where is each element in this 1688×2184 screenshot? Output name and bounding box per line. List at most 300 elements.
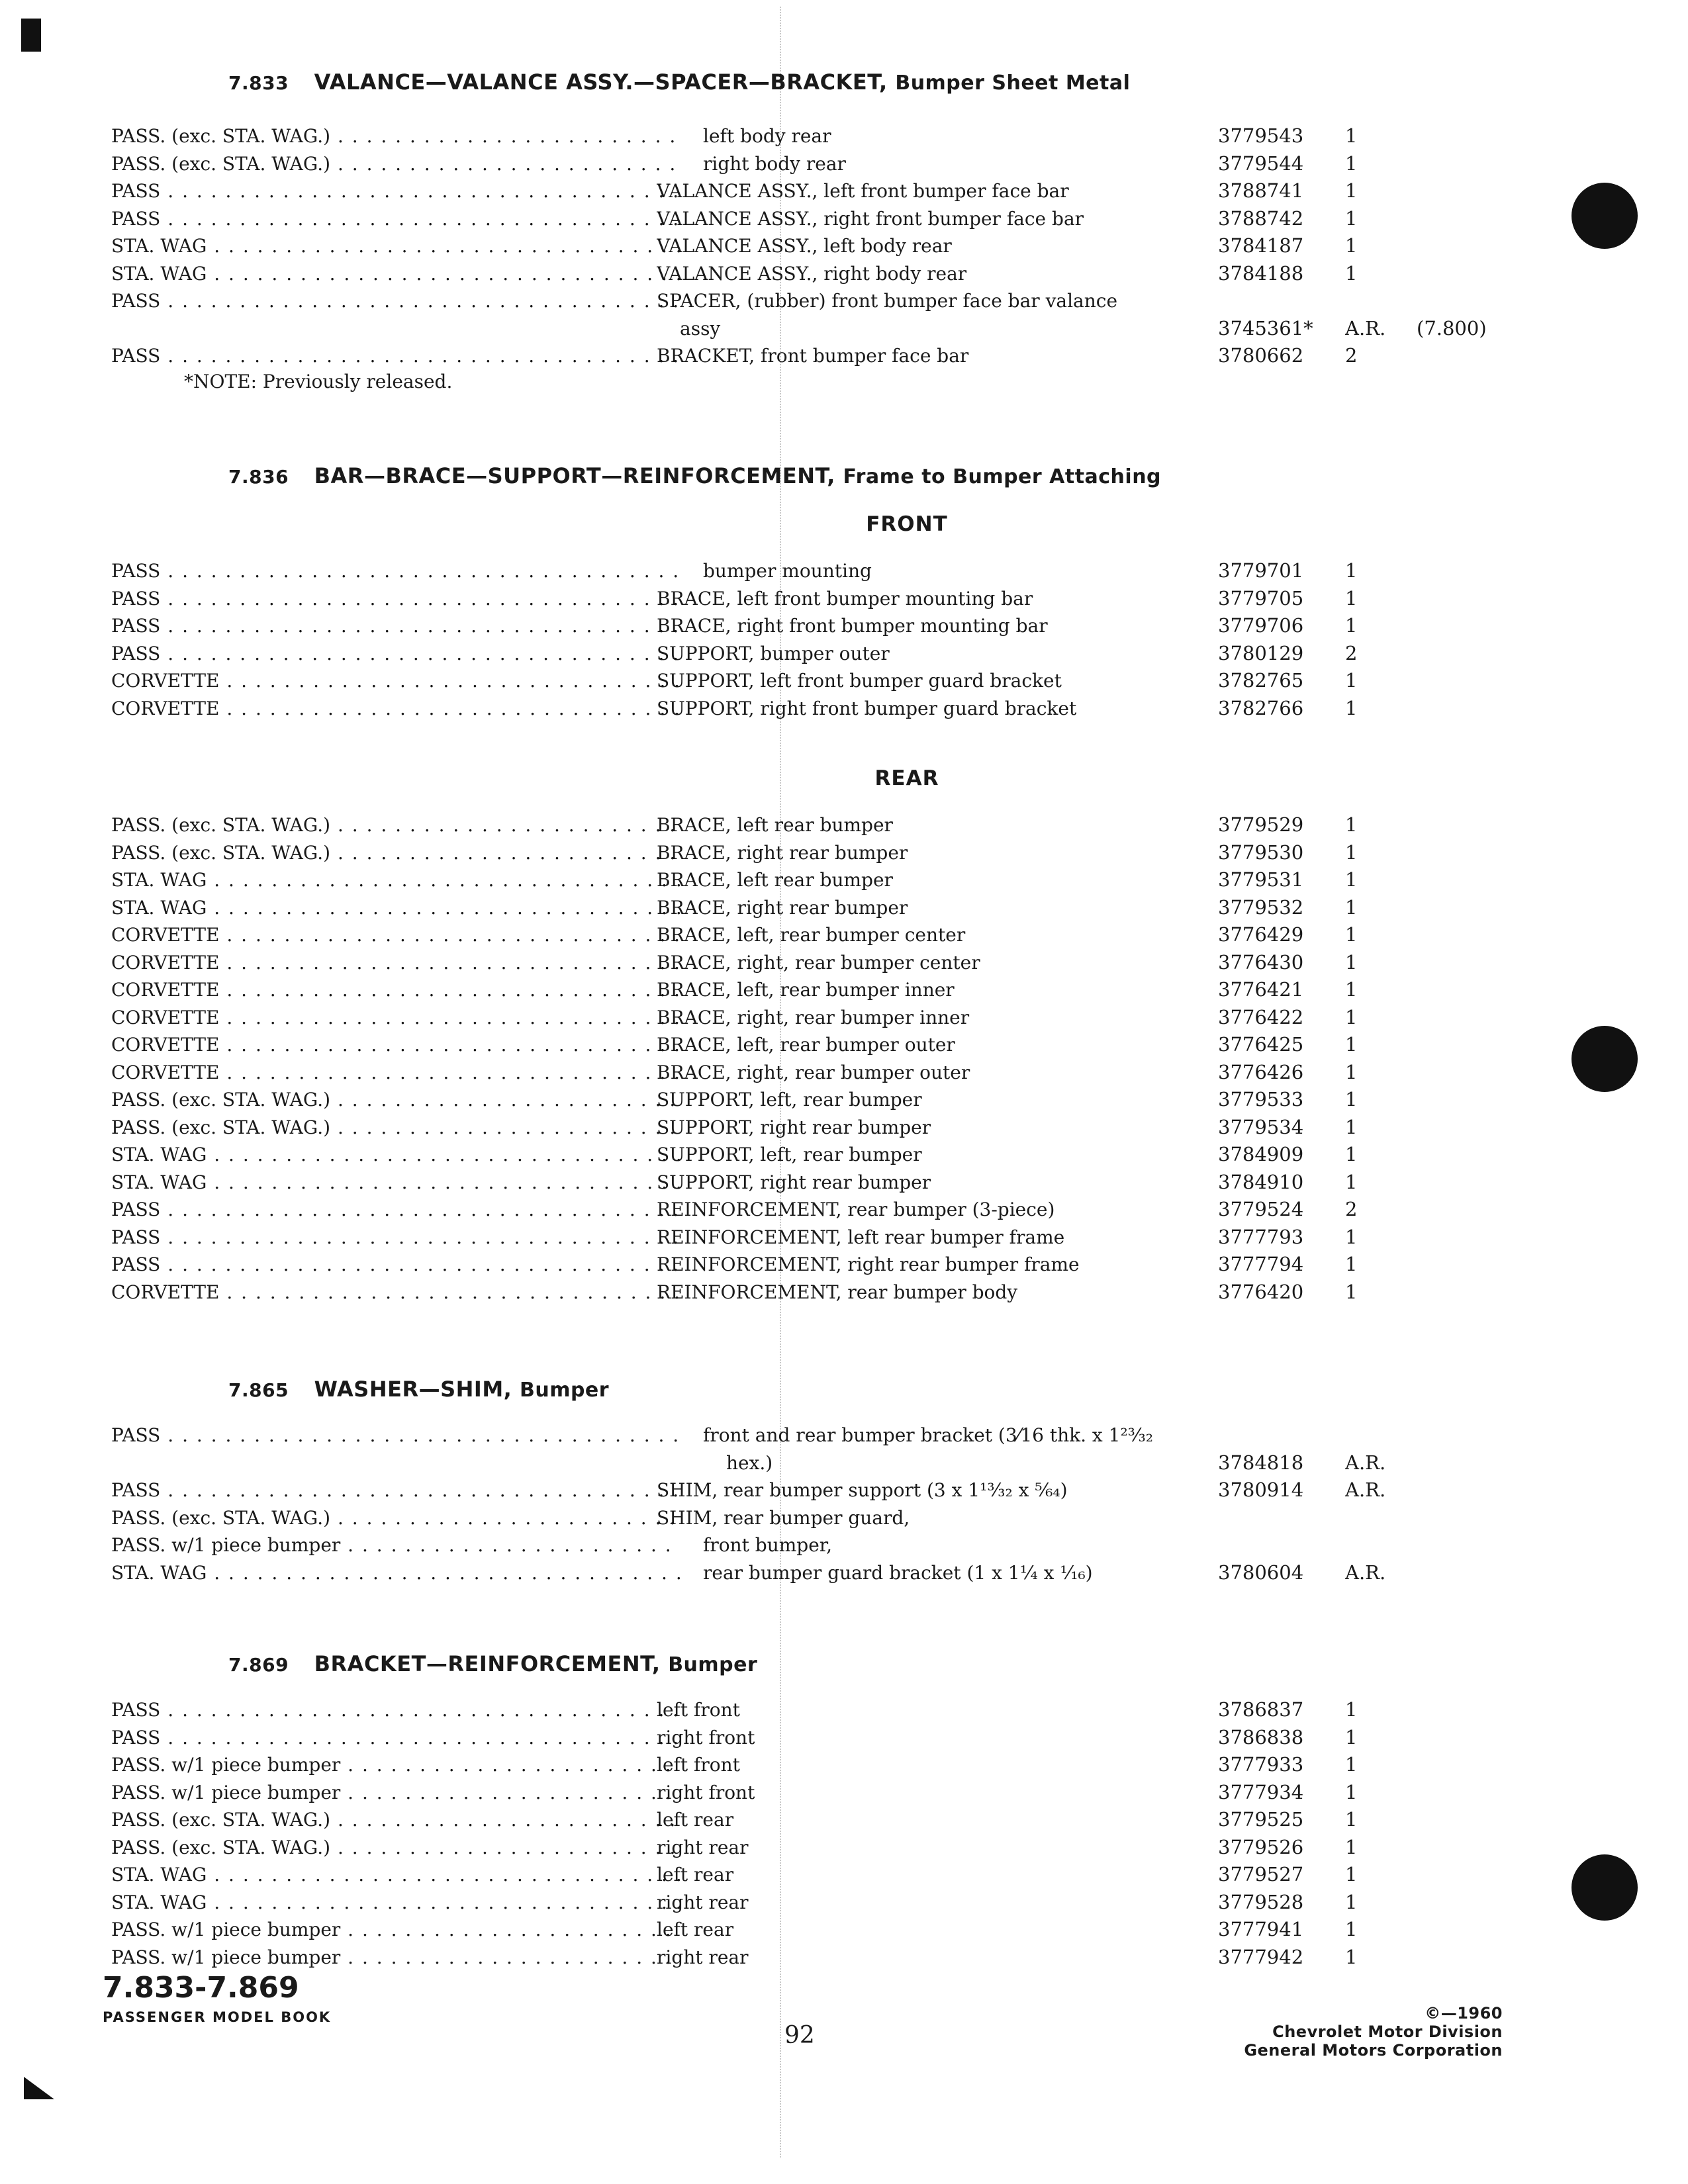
quantity: 1 [1345,1890,1358,1913]
model-text: CORVETTE . . . [111,670,680,692]
part-number: 3776420 [1218,1280,1304,1303]
model-text: PASS . . . [111,1479,680,1501]
binder-hole-top [1571,183,1638,249]
description-text: SUPPORT, left, rear bumper [657,1089,922,1111]
part-description [657,1031,1305,1059]
part-number: 3780914 [1218,1479,1304,1501]
part-description [657,1114,1305,1142]
model-application [111,1477,680,1504]
description-text: right rear [657,1946,749,1968]
part-description [657,260,1305,288]
model-text: CORVETTE . . . [111,1034,680,1056]
part-description [657,1169,1305,1197]
quantity: 2 [1345,641,1358,664]
description-text: BRACE, right rear bumper [657,841,908,864]
part-number: 3780662 [1218,344,1304,367]
description-text: front bumper, [703,1534,833,1556]
description-text: BRACE, left, rear bumper outer [657,1034,955,1056]
model-text: PASS . . . [111,588,680,610]
part-number: 3779526 [1218,1835,1304,1858]
part-number: 3776422 [1218,1005,1304,1028]
part-number: 3779524 [1218,1198,1304,1220]
book-name: PASSENGER MODEL BOOK [103,2009,332,2025]
quantity: 1 [1345,813,1358,836]
part-description [657,667,1305,695]
model-text: PASS . . . [111,1199,680,1220]
description-text: BRACE, left rear bumper [657,869,893,891]
quantity: 1 [1345,1835,1358,1858]
model-text: STA. WAG . . . [111,1171,680,1193]
model-application [111,1696,680,1724]
quantity: 1 [1345,1808,1358,1831]
description-text: left rear [657,1864,734,1886]
model-text: PASS . . . [111,180,680,202]
section-heading [228,1377,609,1402]
model-application [111,811,680,839]
part-description [657,1834,1305,1862]
model-application [111,1004,680,1032]
part-description [657,811,1305,839]
part-number: 3779530 [1218,841,1304,864]
quantity: 1 [1345,1143,1358,1165]
model-text: CORVETTE . . . [111,1281,680,1303]
quantity: 1 [1345,1115,1358,1138]
description-text: BRACKET, front bumper face bar [657,345,969,367]
model-text: PASS. (exc. STA. WAG.) . . . [111,842,680,864]
part-number: 3776429 [1218,923,1304,946]
section-title: BRACKET—REINFORCEMENT, [314,1651,661,1676]
part-number: 3784910 [1218,1170,1304,1193]
part-number: 3780129 [1218,641,1304,664]
part-description [657,1004,1305,1032]
quantity: 1 [1345,1780,1358,1803]
part-description [657,342,1305,370]
quantity: 1 [1345,614,1358,637]
description-text: REINFORCEMENT, rear bumper (3-piece) [657,1199,1055,1220]
quantity: 1 [1345,868,1358,891]
part-number: 3779534 [1218,1115,1304,1138]
quantity: 1 [1345,696,1358,719]
cross-reference: (7.800) [1417,316,1487,340]
part-number: 3779543 [1218,124,1304,147]
part-number: 3776425 [1218,1033,1304,1056]
binder-hole-bottom [1571,1854,1638,1921]
part-number: 3777933 [1218,1753,1304,1776]
part-number: 3782766 [1218,696,1304,719]
description-text: SHIM, rear bumper guard, [657,1506,910,1529]
page-range-label: 7.833-7.869 [103,1971,299,2005]
model-text: STA. WAG . . . [111,1144,680,1165]
model-application [111,839,680,867]
model-application [111,640,680,668]
quantity: 1 [1345,559,1358,582]
model-application [111,260,680,288]
binder-hole-middle [1571,1026,1638,1092]
description-text: VALANCE ASSY., right front bumper face bar [657,207,1084,230]
model-text: PASS . . . [111,643,680,664]
model-text: CORVETTE . . . [111,698,680,719]
model-text: PASS. w/1 piece bumper . . . [111,1754,680,1776]
model-application [111,1031,680,1059]
part-description [657,1141,1305,1169]
part-description [657,1477,1305,1504]
quantity: 1 [1345,895,1358,919]
model-application [111,1944,680,1972]
model-application [111,150,680,178]
part-description [657,1531,1305,1559]
section-qualifier: Bumper Sheet Metal [895,71,1131,95]
part-number: 3784909 [1218,1143,1304,1165]
part-description [657,1916,1305,1944]
part-number: 3777941 [1218,1918,1304,1940]
model-text: CORVETTE . . . [111,979,680,1001]
description-continuation: assy [680,317,721,340]
part-number: 3777793 [1218,1225,1304,1248]
part-number: 3782765 [1218,669,1304,692]
part-number: 3776430 [1218,950,1304,974]
model-application [111,1224,680,1251]
subsection-heading-front: FRONT [866,512,948,536]
quantity: 1 [1345,1945,1358,1968]
model-text: PASS . . . [111,1226,680,1248]
model-application [111,695,680,723]
part-description [657,1059,1305,1087]
part-description [657,287,1305,342]
part-description [657,150,1305,178]
quantity: 1 [1345,1005,1358,1028]
section-number: 7.836 [228,466,289,488]
quantity: 1 [1345,978,1358,1001]
model-text: STA. WAG . . . [111,235,680,257]
part-description [657,976,1305,1004]
part-description [657,177,1305,205]
subsection-heading-rear: REAR [874,766,939,790]
model-text: PASS. w/1 piece bumper . . . [111,1782,680,1803]
part-number: 3777794 [1218,1253,1304,1275]
description-text: left body rear [703,125,831,147]
model-text: STA. WAG . . . [111,869,680,891]
quantity: 1 [1345,152,1358,175]
model-application [111,342,680,370]
model-text: PASS. (exc. STA. WAG.) . . . [111,1507,680,1529]
model-text: STA. WAG . . . [111,1864,680,1886]
section-note: *NOTE: Previously released. [184,371,453,392]
part-description [657,1779,1305,1807]
part-description [657,1086,1305,1114]
section-qualifier: Frame to Bumper Attaching [843,465,1162,488]
description-text: bumper mounting [703,560,872,582]
model-text: CORVETTE . . . [111,952,680,974]
part-number: 3786838 [1218,1725,1304,1749]
model-application [111,921,680,949]
part-description [657,1724,1305,1752]
corporation-name: General Motors Corporation [1244,2041,1503,2060]
quantity: 1 [1345,1033,1358,1056]
part-description [657,1196,1305,1224]
description-text: SUPPORT, bumper outer [657,642,890,664]
model-text: STA. WAG . . . [111,1891,680,1913]
part-number: 3779701 [1218,559,1304,582]
model-application [111,1114,680,1142]
quantity: 1 [1345,669,1358,692]
quantity: 1 [1345,1280,1358,1303]
description-text: SUPPORT, right rear bumper [657,1116,931,1138]
model-text: CORVETTE . . . [111,1007,680,1028]
model-application [111,1861,680,1889]
quantity: 1 [1345,1170,1358,1193]
part-number: 3779544 [1218,152,1304,175]
model-application [111,612,680,640]
quantity: A.R. [1345,316,1386,340]
description-text: VALANCE ASSY., left body rear [657,235,952,257]
part-number: 3776426 [1218,1060,1304,1083]
part-number: 3776421 [1218,978,1304,1001]
quantity: 1 [1345,1225,1358,1248]
part-number: 3777942 [1218,1945,1304,1968]
model-text: CORVETTE . . . [111,1062,680,1083]
description-text: right rear [657,1836,749,1858]
description-text: SUPPORT, right rear bumper [657,1171,931,1193]
part-number: 3779533 [1218,1088,1304,1111]
model-application [111,1169,680,1197]
quantity: 1 [1345,841,1358,864]
description-text: BRACE, right, rear bumper inner [657,1006,970,1028]
description-text: right body rear [703,152,846,175]
model-text: PASS . . . [111,1699,680,1721]
part-description [657,894,1305,922]
description-continuation: hex.) [726,1451,773,1474]
quantity: 1 [1345,1088,1358,1111]
section-title: VALANCE—VALANCE ASSY.—SPACER—BRACKET, [314,69,888,95]
model-text: PASS. (exc. STA. WAG.) . . . [111,1837,680,1858]
description-text: BRACE, left rear bumper [657,814,893,836]
model-application [111,1724,680,1752]
model-application [111,1086,680,1114]
model-text: PASS . . . [111,290,680,312]
part-number: 3779525 [1218,1808,1304,1831]
description-text: SUPPORT, left, rear bumper [657,1144,922,1165]
part-description [657,640,1305,668]
part-number: 3779705 [1218,586,1304,610]
part-description [657,1696,1305,1724]
model-text: PASS. w/1 piece bumper . . . [111,1534,680,1556]
model-application [111,1806,680,1834]
description-text: SUPPORT, right front bumper guard bracket [657,697,1077,719]
section-number: 7.833 [228,72,289,94]
description-text: left rear [657,1809,734,1831]
description-text: left front [657,1699,740,1721]
quantity: 1 [1345,234,1358,257]
section-number: 7.865 [228,1379,289,1401]
part-number: 3779532 [1218,895,1304,919]
part-description [657,921,1305,949]
model-application [111,1916,680,1944]
model-application [111,1531,680,1559]
section-qualifier: Bumper [668,1653,758,1676]
part-description [657,557,1305,585]
section-number: 7.869 [228,1654,289,1676]
part-number: 3779529 [1218,813,1304,836]
model-text: PASS . . . [111,560,680,582]
part-description [657,866,1305,894]
part-description [657,232,1305,260]
description-text: front and rear bumper bracket (3⁄16 thk. x 1²³⁄₃₂ [703,1424,1154,1446]
model-text: PASS. w/1 piece bumper . . . [111,1919,680,1940]
quantity: A.R. [1345,1451,1386,1474]
model-text: PASS . . . [111,208,680,230]
section-title: BAR—BRACE—SUPPORT—REINFORCEMENT, [314,463,835,488]
description-text: rear bumper guard bracket (1 x 1¼ x ¹⁄₁₆) [703,1561,1093,1584]
part-number: 3784187 [1218,234,1304,257]
part-number: 3788742 [1218,206,1304,230]
description-text: BRACE, left, rear bumper center [657,924,966,946]
part-number: 3779528 [1218,1890,1304,1913]
description-text: right front [657,1781,755,1803]
quantity: 1 [1345,1698,1358,1721]
description-text: REINFORCEMENT, right rear bumper frame [657,1253,1080,1275]
model-application [111,1196,680,1224]
part-number: 3780604 [1218,1561,1304,1584]
model-text: PASS . . . [111,345,680,367]
part-number: 3779527 [1218,1863,1304,1886]
quantity: 1 [1345,179,1358,202]
registration-mark-top [21,19,41,52]
model-text: PASS . . . [111,1727,680,1749]
part-description [657,949,1305,977]
quantity: 1 [1345,1918,1358,1940]
description-text: VALANCE ASSY., right body rear [657,262,967,285]
quantity: 1 [1345,1060,1358,1083]
part-number: 3745361* [1218,316,1313,340]
part-description [657,839,1305,867]
section-title: WASHER—SHIM, [314,1377,512,1402]
part-number: 3779531 [1218,868,1304,891]
model-text: PASS . . . [111,1424,680,1446]
quantity: 1 [1345,1253,1358,1275]
part-description [657,1251,1305,1279]
quantity: A.R. [1345,1479,1386,1501]
quantity: 1 [1345,1753,1358,1776]
model-application [111,205,680,233]
model-text: STA. WAG . . . [111,897,680,919]
part-description [657,205,1305,233]
model-text: STA. WAG . . . [111,1562,680,1584]
part-number: 3786837 [1218,1698,1304,1721]
model-application [111,866,680,894]
model-application [111,1504,680,1532]
model-application [111,667,680,695]
model-application [111,1279,680,1306]
description-text: left rear [657,1919,734,1940]
quantity: 1 [1345,206,1358,230]
description-text: BRACE, right, rear bumper outer [657,1061,970,1083]
copyright: ©—1960 [1425,2004,1503,2023]
model-application [111,557,680,585]
quantity: 1 [1345,124,1358,147]
quantity: 1 [1345,923,1358,946]
description-text: SHIM, rear bumper support (3 x 1¹³⁄₃₂ x ⁵⁄₆₄) [657,1479,1068,1501]
division-name: Chevrolet Motor Division [1272,2023,1503,2041]
model-application [111,949,680,977]
part-description [657,1751,1305,1779]
quantity: 1 [1345,1725,1358,1749]
quantity: 1 [1345,950,1358,974]
description-text: SPACER, (rubber) front bumper face bar valance [657,290,1118,312]
model-application [111,976,680,1004]
part-number: 3784188 [1218,261,1304,285]
quantity: 1 [1345,261,1358,285]
model-text: PASS. (exc. STA. WAG.) . . . [111,153,680,175]
part-description [657,1422,1305,1477]
model-application [111,287,680,315]
model-text: PASS. (exc. STA. WAG.) . . . [111,1116,680,1138]
model-application [111,1251,680,1279]
quantity: 1 [1345,1863,1358,1886]
model-text: PASS. (exc. STA. WAG.) . . . [111,1809,680,1831]
part-description [657,1861,1305,1889]
description-text: REINFORCEMENT, rear bumper body [657,1281,1018,1303]
model-application [111,1834,680,1862]
model-text: PASS . . . [111,1253,680,1275]
model-application [111,1559,680,1587]
model-text: CORVETTE . . . [111,924,680,946]
model-text: STA. WAG . . . [111,263,680,285]
part-description [657,122,1305,150]
model-text: PASS. (exc. STA. WAG.) . . . [111,1089,680,1111]
model-application [111,1751,680,1779]
model-application [111,232,680,260]
description-text: right rear [657,1891,749,1913]
model-application [111,1779,680,1807]
model-application [111,1889,680,1917]
description-text: BRACE, left, rear bumper inner [657,979,955,1001]
model-application [111,894,680,922]
model-text: PASS . . . [111,615,680,637]
section-heading [228,69,1130,95]
model-application [111,585,680,613]
part-description [657,612,1305,640]
part-description [657,1559,1305,1587]
description-text: SUPPORT, left front bumper guard bracket [657,670,1062,692]
page-number: 92 [784,2022,815,2049]
model-application [111,1422,680,1449]
model-text: PASS. (exc. STA. WAG.) . . . [111,125,680,147]
part-description [657,1504,1305,1532]
model-text: PASS. (exc. STA. WAG.) . . . [111,814,680,836]
part-number: 3788741 [1218,179,1304,202]
description-text: BRACE, right, rear bumper center [657,951,980,974]
description-text: BRACE, left front bumper mounting bar [657,587,1033,610]
part-description [657,1944,1305,1972]
quantity: A.R. [1345,1561,1386,1584]
section-heading [228,463,1161,488]
section-qualifier: Bumper [519,1379,610,1402]
part-description [657,1279,1305,1306]
quantity: 2 [1345,344,1358,367]
model-application [111,1141,680,1169]
description-text: VALANCE ASSY., left front bumper face bar [657,180,1069,202]
description-text: BRACE, right rear bumper [657,896,908,919]
description-text: right front [657,1726,755,1749]
description-text: BRACE, right front bumper mounting bar [657,615,1048,637]
description-text: left front [657,1754,740,1776]
part-description [657,695,1305,723]
part-number: 3777934 [1218,1780,1304,1803]
part-number: 3779706 [1218,614,1304,637]
description-text: REINFORCEMENT, left rear bumper frame [657,1226,1065,1248]
model-application [111,1059,680,1087]
quantity: 1 [1345,586,1358,610]
